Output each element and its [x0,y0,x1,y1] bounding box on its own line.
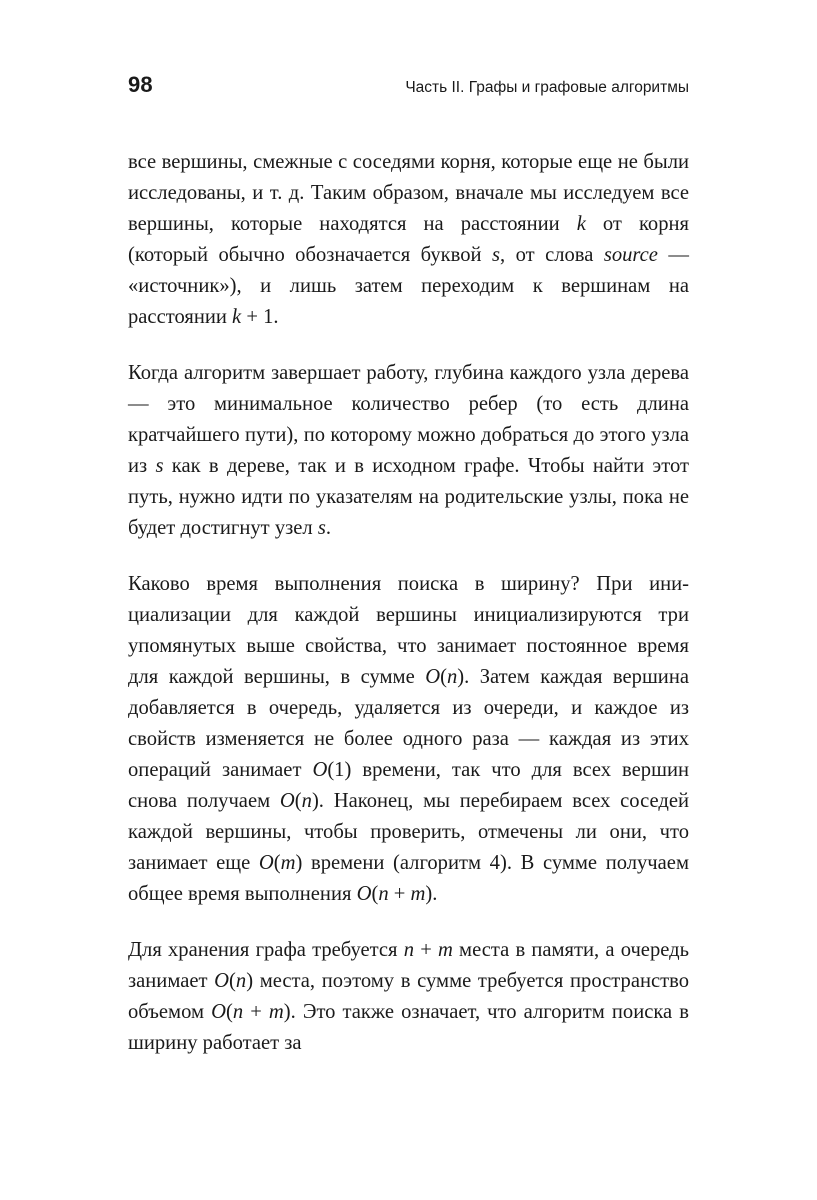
italic-term: O [211,1001,226,1023]
text-run: + [388,883,411,905]
italic-term: n [403,939,415,961]
italic-term: O [258,852,274,874]
italic-term: n [301,790,312,812]
paragraph [128,569,689,910]
text-run: ). Затем каждая вершина добавляется в очередь, удаляется из очереди, и каждое из свойств изменяется не более одного раза — каждая из этих операций занимает [128,666,689,781]
paragraph [128,147,689,333]
italic-term: k [232,306,242,328]
italic-term: O [356,883,372,905]
text-run: ( [225,1001,233,1023]
body-text [128,147,689,1084]
text-run: Каково время выполнения поиска в ширину? При инициализации для каждой вершины инициализируются три упомянутых выше свойства, что занимает постоянное время для каждой вершины, в сумме [128,573,689,688]
text-run: ). Это также означает, что алгоритм поиска в ширину работает за [128,1001,689,1054]
text-run: (1) времени, так что для всех вершин снова получаем [128,759,689,812]
page-header [128,72,689,106]
italic-term: m [410,883,426,905]
italic-term: O [214,970,230,992]
running-head: Часть II. Графы и графовые алгоритмы [405,79,689,96]
text-run: ). [425,883,438,905]
italic-term: O [425,666,441,688]
italic-term: O [312,759,328,781]
text-run: ) места, поэтому в сумме требуется пространство объемом [128,970,689,1023]
italic-term: O [279,790,295,812]
text-run: — «источник»), и лишь затем переходим к вершинам на расстоянии [128,244,689,328]
text-run: ( [229,970,236,992]
text-run: ( [371,883,379,905]
paragraph [128,358,689,544]
italic-term: n [235,970,247,992]
italic-term: n [232,1001,244,1023]
italic-term: k [576,213,586,235]
italic-term: source [603,244,658,266]
italic-term: n [378,883,389,905]
italic-term: n [446,666,458,688]
text-run: ) времени (алгоритм 4). В сумме получаем общее время выполнения [128,852,689,905]
text-run: + 1. [241,306,279,328]
italic-term: m [438,939,453,961]
text-run: ). Наконец, мы перебираем всех соседей каждой вершины, чтобы проверить, отмечены ли они, что занимает еще [128,790,690,874]
text-run: . [325,517,331,539]
italic-term: s [155,455,164,477]
text-run: Для хранения графа требуется [128,939,404,961]
text-run: ( [273,852,281,874]
italic-term: s [492,244,501,266]
italic-term: m [280,852,296,874]
text-run: места в памяти, а очередь занимает [128,939,689,992]
paragraph [128,935,689,1059]
text-run: Когда алгоритм завершает работу, глубина каждого узла дерева — это минимальное количество ребер (то есть длина кратчайшего пути), по которому можно добраться до этого узла из [128,362,689,477]
text-run: ( [440,666,447,688]
text-run: все вершины, смежные с соседями корня, которые еще не были исследованы, и т. д. Таким образом, вначале мы исследуем все вершины, которые находятся на расстоянии [128,151,689,235]
text-run: + [243,1001,269,1023]
text-run: ( [294,790,302,812]
italic-term: s [317,517,326,539]
page-number: 98 [128,72,153,97]
text-run: + [414,939,438,961]
text-run: , от слова [500,244,604,266]
italic-term: m [268,1001,284,1023]
text-run: от корня (который обычно обозначается буквой [128,213,689,266]
text-run: как в дереве, так и в исходном графе. Чтобы найти этот путь, нужно идти по указателям на родительские узлы, пока не будет достигнут узел [128,455,689,539]
